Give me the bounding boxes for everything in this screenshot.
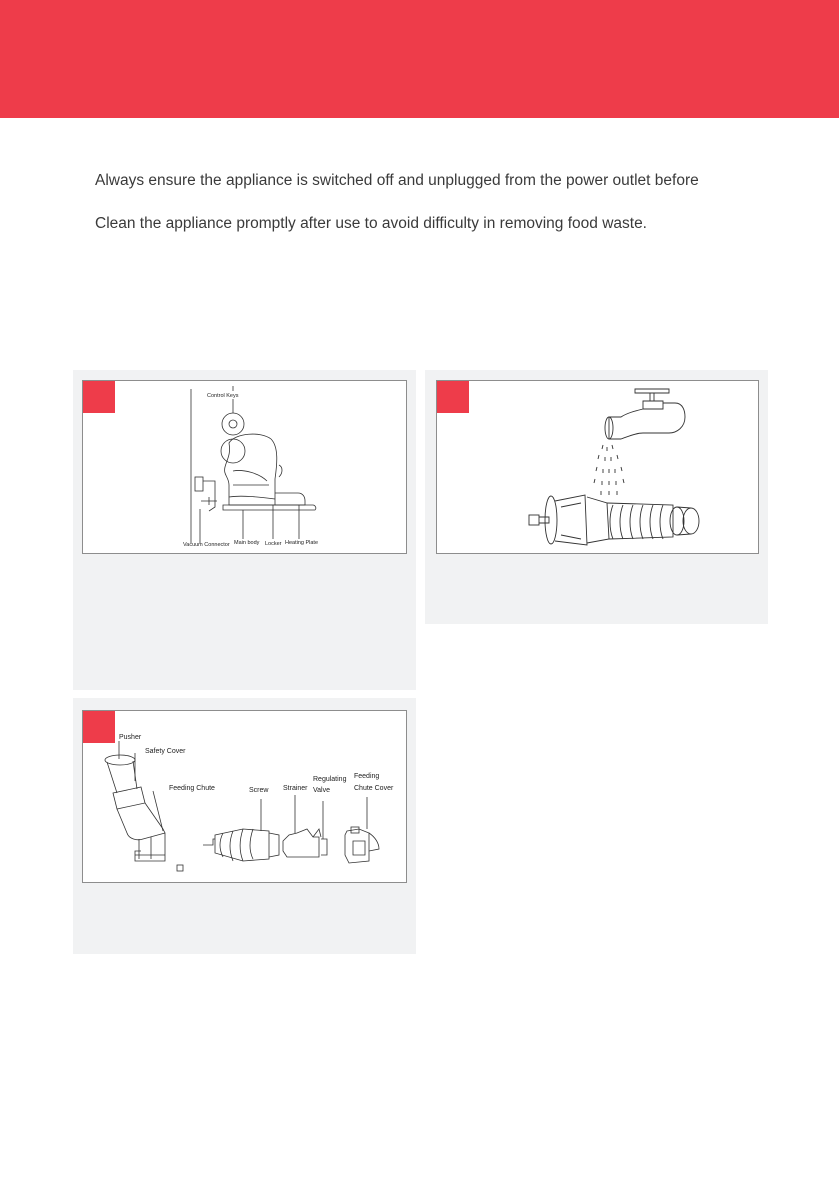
label-feeding-chute-cover-1: Feeding bbox=[354, 773, 380, 780]
label-regulating-valve-2: Valve bbox=[313, 787, 330, 794]
panel-main-unit bbox=[73, 370, 416, 690]
label-main-body: Main body bbox=[234, 540, 260, 546]
label-vacuum-connector: Vacuum Connector bbox=[183, 542, 230, 548]
label-strainer: Strainer bbox=[283, 785, 308, 792]
header-band bbox=[0, 0, 839, 118]
intro-line-2: Clean the appliance promptly after use to avoid difficulty in removing food waste. bbox=[95, 215, 647, 232]
label-heating-plate: Heating Plate bbox=[285, 540, 319, 546]
label-pusher: Pusher bbox=[119, 734, 142, 741]
figure-frame-parts bbox=[82, 710, 407, 883]
label-screw: Screw bbox=[249, 787, 269, 794]
label-regulating-valve-1: Regulating bbox=[313, 776, 347, 783]
figure-frame-main-unit bbox=[82, 380, 407, 554]
label-safety-cover: Safety Cover bbox=[145, 748, 186, 755]
parts-diagram bbox=[83, 711, 406, 882]
faucet-rinsing-screw-icon bbox=[437, 381, 758, 553]
panel-rinse bbox=[425, 370, 768, 624]
main-unit-diagram bbox=[83, 381, 406, 553]
label-feeding-chute-cover-2: Chute Cover bbox=[354, 785, 394, 792]
label-feeding-chute: Feeding Chute bbox=[169, 785, 215, 792]
figure-frame-rinse bbox=[436, 380, 759, 554]
label-control-keys: Control Keys bbox=[207, 393, 239, 399]
intro-line-1: Always ensure the appliance is switched off and unplugged from the power outlet before bbox=[95, 172, 699, 189]
panel-parts bbox=[73, 698, 416, 954]
label-locker: Locker bbox=[265, 541, 282, 547]
